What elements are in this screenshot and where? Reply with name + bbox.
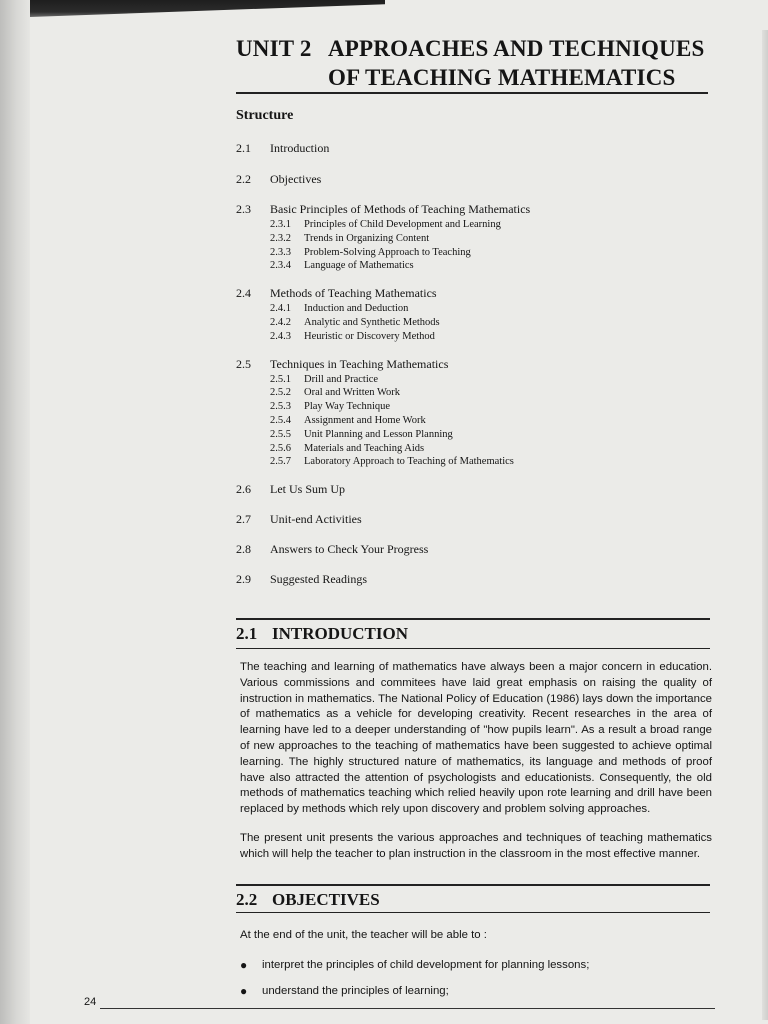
section-rule-bottom [236,648,710,649]
scan-right-edge [762,30,768,1020]
section-number: 2.1 [236,624,258,643]
toc-subnumber: 2.5.5 [270,428,291,440]
toc-subentry [270,400,706,414]
toc-row [236,201,706,218]
toc-label: Introduction [270,141,330,155]
list-item-text: understand the principles of learning; [262,985,449,997]
toc-row [236,481,706,498]
toc-row [236,285,706,302]
toc-entry [236,201,706,273]
toc-number: 2.6 [236,482,251,497]
section-heading-introduction [236,624,408,644]
toc-subnumber: 2.4.3 [270,330,291,342]
scan-top-edge [30,0,385,17]
toc-sublabel: Oral and Written Work [304,387,401,399]
toc-number: 2.2 [236,172,251,186]
toc-entry [236,481,706,498]
toc-sublabel: Heuristic or Discovery Method [304,330,435,342]
intro-paragraph-1: The teaching and learning of mathematics have always been a major concern in education. Various commissions and commitees have laid great emphasis on raising the quality of instruction in mathematics. The National Policy of Education (1986) lays down the importance of mathematics as a vehicle for developing creativity. Recent researches in the area of learning have led to a deeper understanding of "how pupils learn". As a result a broad range of new approaches to the teaching of mathematics have been suggested to achieve optimal learning. The highly structured nature of mathematics, its language and methods of proof have also attracted the attention of psychologists and educationists. Consequently, the old methods of mathematics teaching which relied heavily upon rote learning and drill have been replaced by methods which rely upon discovery and problem solving approaches. [240,661,712,816]
table-of-contents [236,140,706,588]
unit-title-line2: OF TEACHING MATHEMATICS [328,65,676,90]
toc-subentry [270,316,706,330]
section-rule-bottom [236,912,710,913]
section-title: INTRODUCTION [272,624,409,643]
toc-subentry [270,302,706,316]
list-item-text: interpret the principles of child development for planning lessons; [262,959,590,971]
toc-subnumber: 2.5.6 [270,442,291,454]
toc-sublabel: Language of Mathematics [304,260,414,272]
toc-row [236,571,706,588]
toc-entry [236,171,706,188]
objectives-lead: At the end of the unit, the teacher will be able to : [240,929,487,941]
toc-label: Methods of Teaching Mathematics [270,286,437,301]
toc-subnumber: 2.3.1 [270,219,291,230]
toc-entry [236,356,706,470]
toc-subentry [270,386,706,400]
toc-entry [236,285,706,343]
toc-label: Basic Principles of Methods of Teaching Mathematics [270,202,531,216]
unit-title-line1: APPROACHES AND TECHNIQUES [328,36,705,61]
toc-sublist [236,302,706,343]
bullet-icon: ● [240,984,248,998]
toc-subentry [270,330,706,344]
toc-label: Objectives [270,172,322,186]
toc-sublabel: Play Way Technique [304,401,391,413]
toc-subnumber: 2.3.2 [270,232,291,244]
toc-subentry [270,455,706,469]
toc-subentry [270,428,706,442]
toc-subentry [270,442,706,456]
toc-row [236,140,706,157]
section-heading-objectives [236,890,380,910]
toc-subnumber: 2.5.1 [270,373,291,385]
toc-row [236,511,706,528]
unit-number: UNIT 2 [236,36,312,61]
list-item [240,984,710,998]
toc-subnumber: 2.5.3 [270,401,291,413]
section-rule-top [236,884,710,886]
toc-number: 2.9 [236,572,251,587]
toc-number: 2.4 [236,286,251,301]
toc-sublabel: Drill and Practice [304,373,379,385]
toc-number: 2.5 [236,356,251,371]
toc-subnumber: 2.5.7 [270,456,291,468]
toc-label: Unit-end Activities [270,512,362,527]
section-number: 2.2 [236,890,258,909]
toc-subnumber: 2.3.3 [270,246,291,258]
toc-subentry [270,259,706,273]
toc-entry [236,140,706,157]
toc-label: Let Us Sum Up [270,482,345,497]
toc-sublabel: Trends in Organizing Content [304,232,430,244]
toc-subentry [270,373,706,387]
toc-entry [236,511,706,528]
footer-rule [100,1008,715,1009]
toc-row [236,541,706,558]
page-number: 24 [84,996,97,1008]
toc-sublist [236,218,706,273]
toc-subnumber: 2.3.4 [270,260,291,272]
toc-subentry [270,246,706,260]
toc-sublabel: Problem-Solving Approach to Teaching [304,246,471,258]
toc-sublist [236,373,706,470]
toc-sublabel: Materials and Teaching Aids [304,442,425,454]
title-rule [236,92,708,94]
toc-subnumber: 2.5.2 [270,387,291,399]
toc-entry [236,541,706,558]
intro-paragraph-2: The present unit presents the various approaches and techniques of teaching mathematics which will help the teacher to plan instruction in the classroom in the most effective manner. [240,832,712,860]
toc-subnumber: 2.5.4 [270,414,291,426]
list-item [240,958,710,972]
toc-number: 2.3 [236,202,251,216]
bullet-icon: ● [240,958,248,972]
toc-subentry [270,218,706,232]
section-rule-top [236,618,710,620]
toc-subentry [270,414,706,428]
toc-number: 2.1 [236,141,251,155]
toc-label: Suggested Readings [270,572,367,587]
toc-row [236,356,706,373]
toc-subentry [270,232,706,246]
toc-subnumber: 2.4.2 [270,316,291,328]
toc-subnumber: 2.4.1 [270,303,291,315]
toc-number: 2.7 [236,512,251,527]
toc-sublabel: Analytic and Synthetic Methods [304,316,440,328]
toc-row [236,171,706,188]
toc-sublabel: Laboratory Approach to Teaching of Mathematics [304,456,514,468]
toc-label: Techniques in Teaching Mathematics [270,356,449,371]
toc-number: 2.8 [236,542,251,557]
toc-sublabel: Assignment and Home Work [304,414,426,426]
toc-entry [236,571,706,588]
toc-sublabel: Principles of Child Development and Learning [304,219,501,230]
scan-left-margin [0,0,30,1024]
structure-heading: Structure [236,108,294,123]
toc-sublabel: Unit Planning and Lesson Planning [304,428,453,440]
toc-sublabel: Induction and Deduction [304,303,409,315]
toc-label: Answers to Check Your Progress [270,542,429,557]
section-title: OBJECTIVES [272,890,380,909]
unit-title [236,34,704,92]
